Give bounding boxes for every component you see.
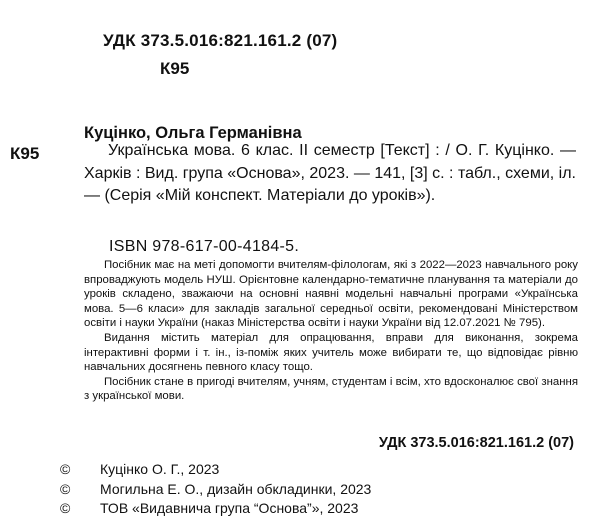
isbn-number: ISBN 978-617-00-4184-5. (109, 238, 300, 255)
copyright-icon: © (60, 500, 71, 516)
copyright-icon: © (60, 480, 71, 497)
copyright-holder: Куцінко О. Г., 2023 (100, 461, 220, 477)
copyright-line-author (60, 460, 371, 480)
annotation-block (84, 258, 578, 404)
author-heading: Куцінко, Ольга Германівна (84, 124, 302, 142)
bibliographic-description: Українська мова. 6 клас. II семестр [Текст] : / О. Г. Куцінко. — Харків : Вид. група «Основа», 2023. — 141, [3] с. : табл., схеми, іл. — (Серія «Мій конспект. Матеріали до уроків»). (84, 142, 576, 204)
copyright-line-cover-design (60, 480, 371, 500)
annotation-paragraph-purpose: Посібник має на меті допомогти вчителям-філологам, які з 2022—2023 навчального року впроваджують модель НУШ. Орієнтовне календарно-тематичне планування та матеріали до уроків складено, зважаючи на основні наявні модельні навчальні програми «Українська мова. 5—6 класи» для закладів загальної середньої освіти, рекомендовані Міністерством освіти і науки України (наказ Міністерства освіти і науки України від 12.07.2021 № 795). (84, 259, 578, 330)
author-code-top: К95 (160, 59, 190, 78)
annotation-paragraph-audience: Посібник стане в пригоді вчителям, учням, студентам і всім, хто вдосконалює свої знання з української мови. (84, 375, 578, 403)
author-code-left: К95 (10, 144, 40, 163)
copyright-holder: ТОВ «Видавнича група “Основа”», 2023 (100, 500, 359, 516)
udk-classification-bottom: УДК 373.5.016:821.161.2 (07) (378, 435, 574, 451)
copyright-block (60, 460, 371, 519)
copyright-line-publisher (60, 499, 371, 519)
annotation-paragraph-contents: Видання містить матеріал для опрацювання, вправи для виконання, зокрема інтерактивні форми і т. ін., із-поміж яких учитель може вибирати те, що відповідає рівню навчальних досягнень певного класу тощо. (84, 331, 578, 374)
copyright-holder: Могильна Е. О., дизайн обкладинки, 2023 (100, 480, 372, 497)
copyright-icon: © (60, 461, 71, 477)
udk-classification-top: УДК 373.5.016:821.161.2 (07) (103, 31, 338, 50)
